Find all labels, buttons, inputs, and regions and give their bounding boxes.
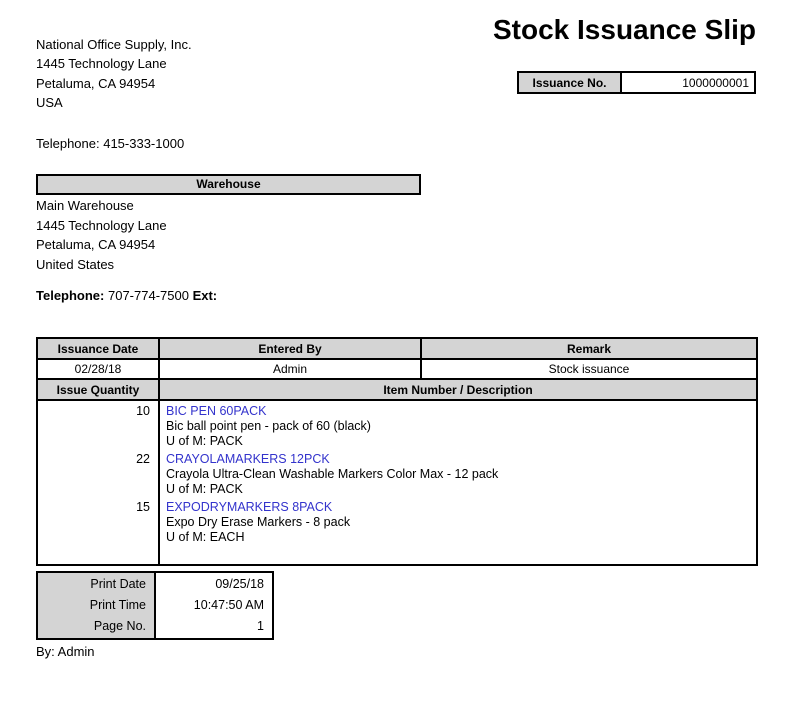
item-number-link[interactable]: BIC PEN 60PACK (166, 404, 267, 418)
warehouse-telephone-line (36, 288, 217, 303)
print-date-value: 09/25/18 (215, 577, 264, 591)
page-no-value: 1 (257, 619, 264, 633)
warehouse-address-line2: Petaluma, CA 94954 (36, 237, 156, 252)
item-quantity: 22 (37, 449, 159, 497)
print-time-value: 10:47:50 AM (193, 598, 264, 612)
company-telephone: Telephone: 415-333-1000 (36, 136, 185, 151)
item-details (159, 400, 757, 449)
items-filler-row (37, 545, 757, 565)
warehouse-header-bar: Warehouse (36, 174, 421, 195)
company-address-block (36, 35, 192, 112)
entered-by-header: Entered By (159, 338, 421, 359)
issue-quantity-header: Issue Quantity (37, 379, 159, 400)
item-details (159, 497, 757, 545)
remark-value: Stock issuance (421, 359, 757, 379)
item-details (159, 449, 757, 497)
page-no-label: Page No. (93, 619, 146, 633)
warehouse-telephone-label: Telephone: (36, 288, 105, 303)
item-number-link[interactable]: EXPODRYMARKERS 8PACK (166, 500, 333, 514)
item-number-description-header: Item Number / Description (159, 379, 757, 400)
company-country: USA (36, 94, 63, 110)
warehouse-telephone-number: 707-774-7500 (104, 288, 193, 303)
warehouse-ext-label: Ext: (192, 288, 218, 303)
item-description: Expo Dry Erase Markers - 8 pack (166, 515, 351, 529)
item-quantity: 15 (37, 497, 159, 545)
item-uom: U of M: PACK (166, 482, 243, 496)
item-description: Bic ball point pen - pack of 60 (black) (166, 419, 371, 433)
company-name: National Office Supply, Inc. (36, 37, 192, 52)
item-row (37, 449, 757, 497)
item-uom: U of M: EACH (166, 530, 245, 544)
issuance-detail-table (36, 337, 758, 566)
warehouse-name: Main Warehouse (36, 198, 134, 213)
print-info-values (156, 573, 272, 638)
company-address-line1: 1445 Technology Lane (36, 56, 167, 72)
remark-header: Remark (421, 338, 757, 359)
issuance-number-label: Issuance No. (519, 73, 622, 92)
issuance-number-value: 1000000001 (682, 75, 749, 90)
issuance-number-box (517, 71, 756, 94)
warehouse-country: United States (36, 256, 115, 272)
item-row (37, 400, 757, 449)
company-address-line2: Petaluma, CA 94954 (36, 75, 156, 91)
print-date-label: Print Date (90, 577, 146, 591)
item-uom: U of M: PACK (166, 434, 243, 448)
issuance-date-value: 02/28/18 (37, 359, 159, 379)
page-title: Stock Issuance Slip (493, 14, 756, 45)
items-header-row (37, 379, 757, 400)
item-row (37, 497, 757, 545)
print-time-label: Print Time (89, 598, 146, 612)
item-quantity: 10 (37, 400, 159, 449)
warehouse-address-line1: 1445 Technology Lane (36, 217, 167, 233)
item-number-link[interactable]: CRAYOLAMARKERS 12PCK (166, 452, 330, 466)
issuance-date-header: Issuance Date (37, 338, 159, 359)
print-info-box (36, 571, 274, 640)
printed-by-line: By: Admin (36, 644, 95, 659)
warehouse-address-block (36, 196, 167, 274)
info-value-row (37, 359, 757, 379)
item-description: Crayola Ultra-Clean Washable Markers Color Max - 12 pack (166, 467, 499, 481)
entered-by-value: Admin (159, 359, 421, 379)
print-info-labels (38, 573, 156, 638)
info-header-row (37, 338, 757, 359)
